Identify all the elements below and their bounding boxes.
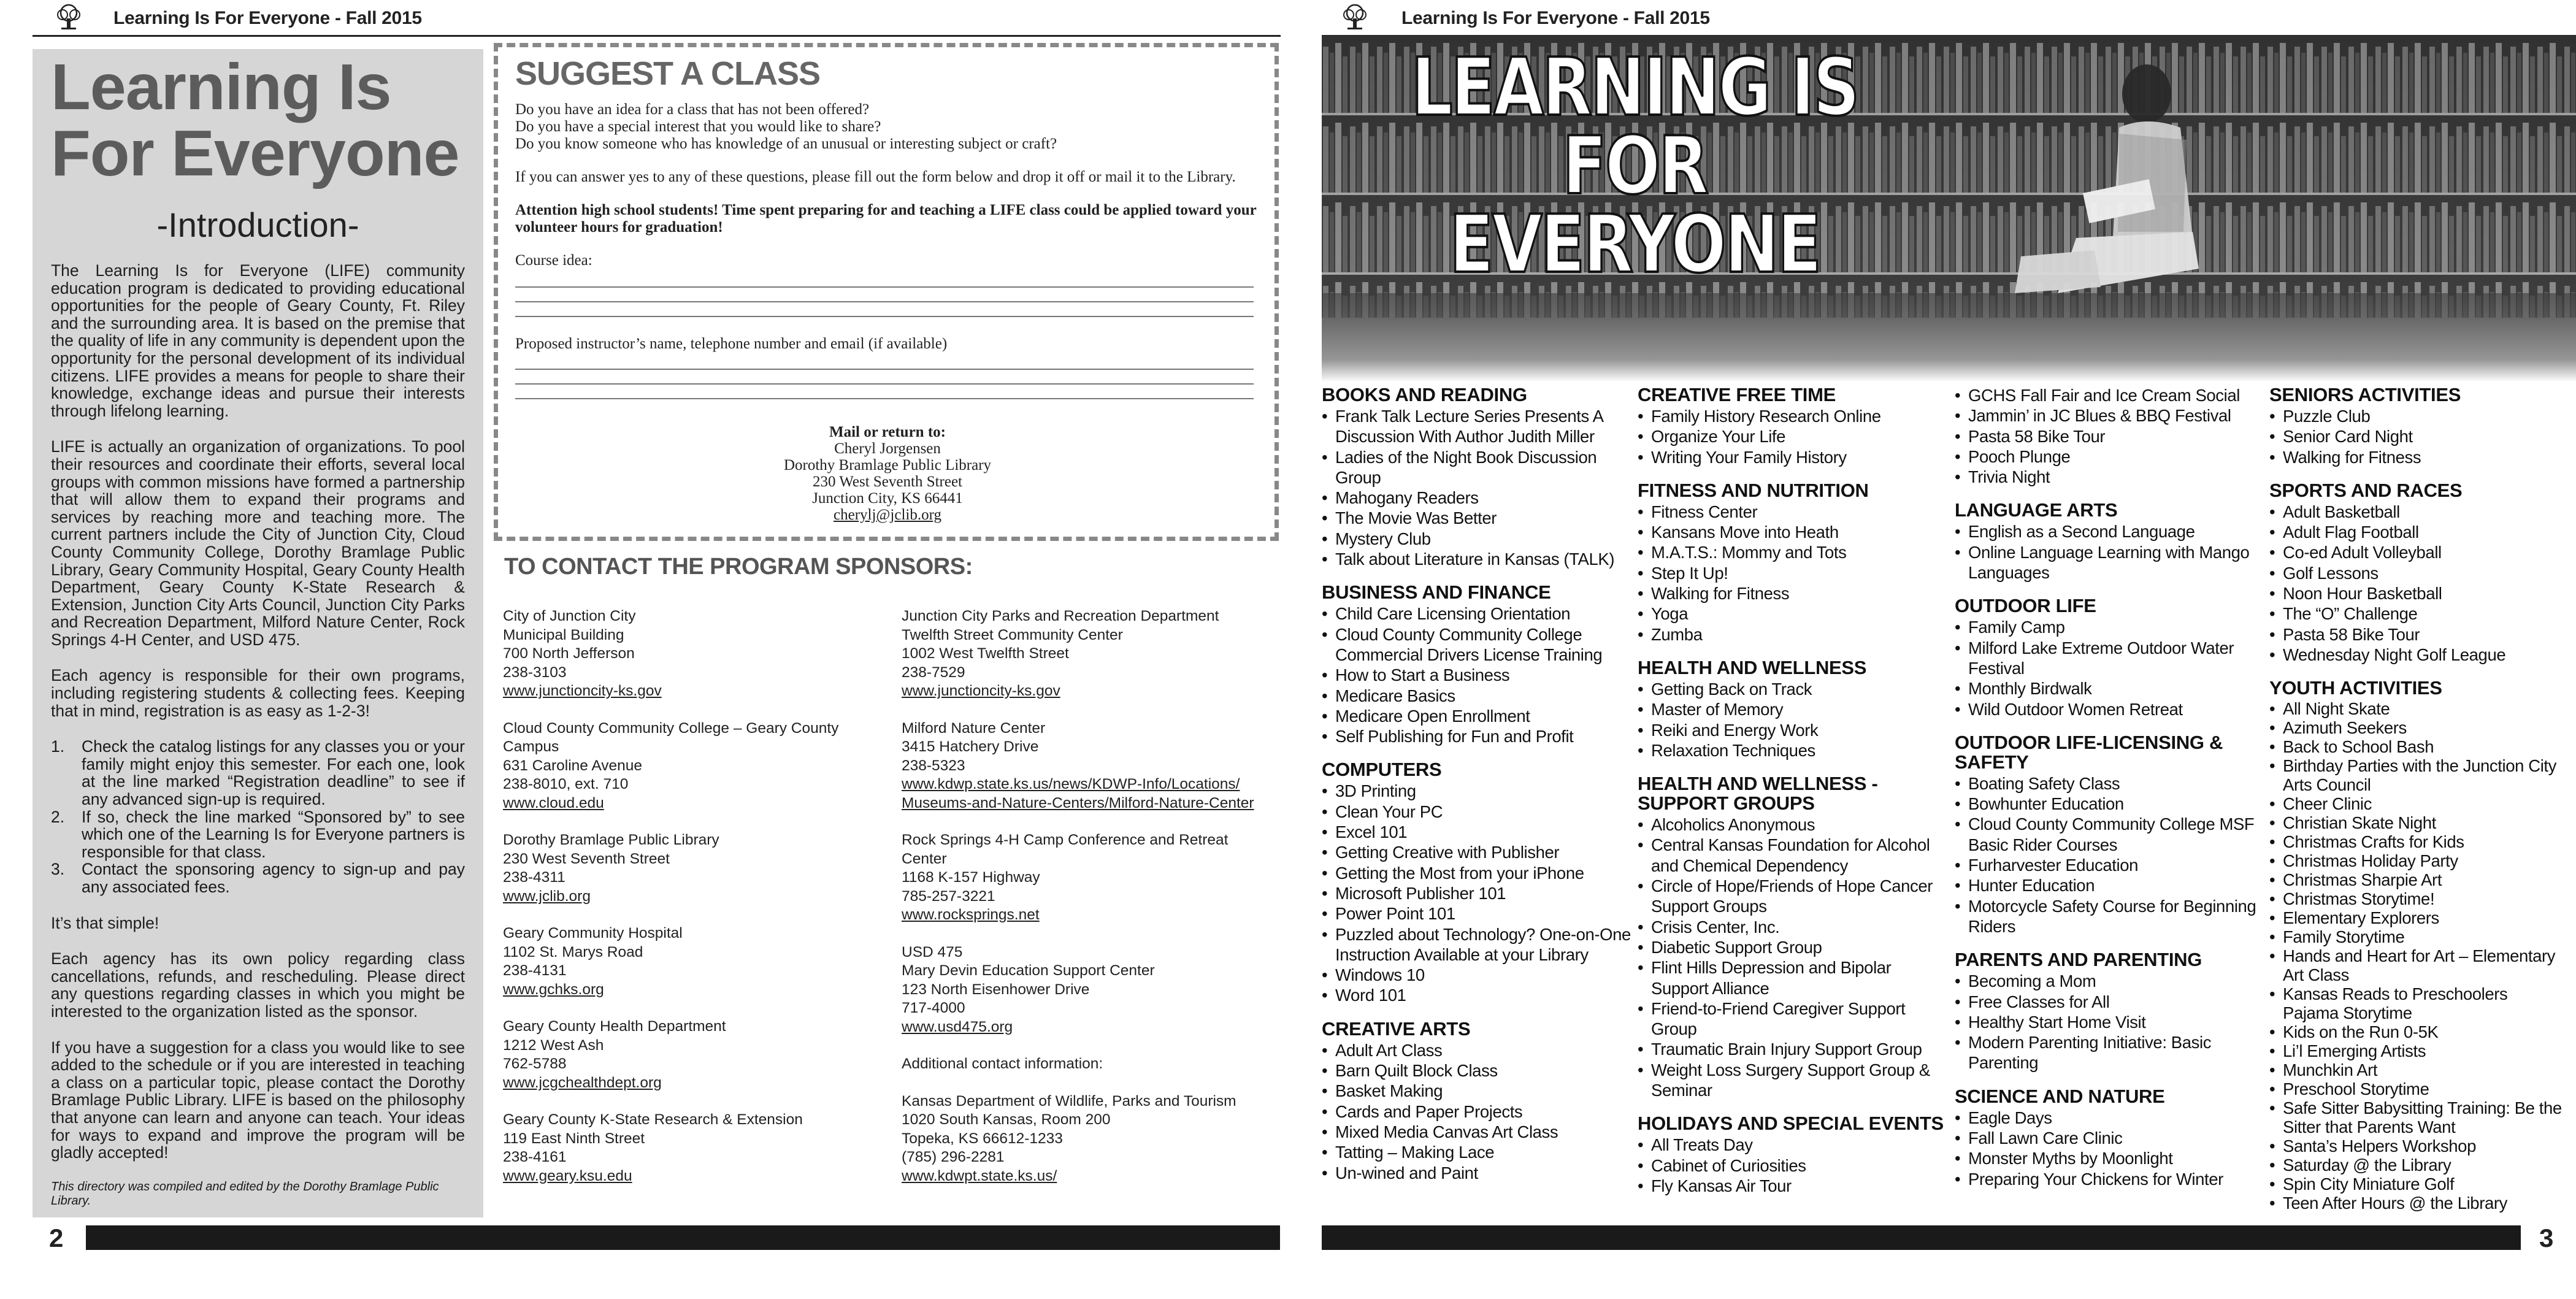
class-item: • Milford Lake Extreme Outdoor Water Festival — [1955, 638, 2264, 679]
right-footer-bar — [1322, 1225, 2521, 1250]
class-item: • Christian Skate Night — [2269, 813, 2564, 832]
class-item: • Pasta 58 Bike Tour — [1955, 426, 2264, 446]
class-item: • Diabetic Support Group — [1638, 937, 1950, 957]
contact-line: Mary Devin Education Support Center — [902, 962, 1155, 979]
course-idea-label: Course idea: — [515, 252, 592, 269]
class-item: • Online Language Learning with Mango Languages — [1955, 542, 2264, 583]
class-item: • Alcoholics Anonymous — [1638, 814, 1950, 835]
class-item: • Kansas Reads to Preschoolers Pajama Storytime — [2269, 984, 2564, 1022]
class-item: • Hunter Education — [1955, 875, 2264, 895]
intro-paragraph: LIFE is actually an organization of organizations. To pool their resources and coordinate their efforts, several local groups with common missions have formed a partnership that will allow them to expand their programs and services by reaching more and teaching more. The current partners include the City of Junction City, Cloud County Community College, Dorothy Bramlage Public Library, Geary Community Hospital, Geary County Health Department, Geary County K-State Research & Extension, Junction City Arts Council, Junction City Parks and Recreation Department, Milford Nature Center, Rock Springs 4-H Center, and USD 475. — [51, 437, 465, 649]
contact-line: 238-4161 — [503, 1149, 567, 1165]
category-heading: SPORTS AND RACES — [2269, 479, 2463, 501]
category-list — [1638, 679, 1950, 761]
class-item: • Power Point 101 — [1322, 903, 1635, 924]
contact-line: 1002 West Twelfth Street — [902, 645, 1069, 662]
contact-line: Junction City Parks and Recreation Department — [902, 608, 1219, 624]
class-item: • Boating Safety Class — [1955, 773, 2264, 794]
contact-line: Dorothy Bramlage Public Library — [503, 832, 719, 848]
contact-line: Campus — [503, 738, 559, 755]
category-heading: CREATIVE ARTS — [1322, 1017, 1471, 1040]
contact-line: Geary Community Hospital — [503, 925, 683, 941]
class-item: • Weight Loss Surgery Support Group & Seminar — [1638, 1060, 1950, 1101]
category-heading: HEALTH AND WELLNESS — [1638, 656, 1867, 678]
contact-line: 238-8010, ext. 710 — [503, 776, 629, 792]
contact-entry — [503, 924, 889, 999]
step-text: If so, check the line marked “Sponsored by” to see which one of the Learning Is for Everyone partners is responsible for that class. — [82, 807, 465, 861]
contact-line: Additional contact information: — [902, 1056, 1103, 1072]
category-list — [1322, 781, 1635, 1005]
class-item: • Mahogany Readers — [1322, 488, 1635, 508]
class-item: • Munchkin Art — [2269, 1060, 2564, 1079]
instructor-label: Proposed instructor’s name, telephone number and email (if available) — [515, 335, 948, 352]
suggest-question: Do you know someone who has knowledge of an unusual or interesting subject or craft? — [515, 136, 1057, 152]
class-item: • Li’l Emerging Artists — [2269, 1041, 2564, 1060]
category-list — [1955, 521, 2264, 583]
class-item: • Christmas Storytime! — [2269, 889, 2564, 908]
course-idea-line[interactable] — [515, 302, 1254, 317]
class-item: • Pasta 58 Bike Tour — [2269, 624, 2564, 645]
contact-line: 238-5323 — [902, 757, 965, 774]
intro-paragraph: The Learning Is for Everyone (LIFE) community education program is dedicated to providing educational opportunities for the people of Geary County, Ft. Riley and the surrounding area. It is based on the premise that the quality of life in any community is dependent upon the opportunity for the personal development of its individual citizens. LIFE provides a means for people to share their knowledge, exchange ideas and pursue their interests through lifelong learning. — [51, 261, 465, 420]
contact-line: Milford Nature Center — [902, 719, 1046, 737]
category-heading: SCIENCE AND NATURE — [1955, 1085, 2165, 1107]
contact-link[interactable]: www.junctioncity-ks.gov — [503, 683, 662, 699]
left-page-number: 2 — [49, 1224, 64, 1252]
simple-line: It’s that simple! — [51, 913, 159, 932]
listing-column-4 — [2269, 385, 2564, 1226]
contact-line: 119 East Ninth Street — [503, 1130, 645, 1147]
contact-line: Rock Springs 4-H Camp Conference and Retreat — [902, 832, 1229, 848]
class-item: • Wild Outdoor Women Retreat — [1955, 699, 2264, 719]
contact-line: Kansas Department of Wildlife, Parks and Tourism — [902, 1092, 1236, 1109]
class-item: • Cloud County Community College Commercial Drivers License Training — [1322, 624, 1635, 665]
instructor-line[interactable] — [515, 355, 1254, 370]
category-list — [1955, 971, 2264, 1073]
mail-name: Cheryl Jorgensen — [834, 440, 941, 457]
contact-link[interactable]: www.gchks.org — [503, 981, 604, 998]
class-item: • Adult Flag Football — [2269, 522, 2564, 542]
right-page-number: 3 — [2539, 1224, 2554, 1252]
contact-link[interactable]: www.cloud.edu — [503, 794, 604, 811]
hero-title-line1: LEARNING IS — [1411, 40, 1858, 134]
contact-entry — [902, 607, 1282, 701]
class-item: • Fitness Center — [1638, 502, 1950, 522]
class-item: • Ladies of the Night Book Discussion Group — [1322, 447, 1635, 488]
category-list — [1322, 1040, 1635, 1183]
contact-line: Twelfth Street Community Center — [902, 626, 1123, 643]
class-item: • M.A.T.S.: Mommy and Tots — [1638, 542, 1950, 562]
class-item: • Getting Creative with Publisher — [1322, 842, 1635, 862]
suggest-class-title: SUGGEST A CLASS — [515, 55, 821, 92]
suggest-question: Do you have a special interest that you would like to share? — [515, 118, 881, 135]
class-item: • Mixed Media Canvas Art Class — [1322, 1122, 1635, 1142]
class-item: • Cards and Paper Projects — [1322, 1102, 1635, 1122]
class-item: • Family Storytime — [2269, 927, 2564, 946]
class-item: • Central Kansas Foundation for Alcohol and Chemical Dependency — [1638, 835, 1950, 876]
left-title-line1: Learning Is — [51, 51, 391, 123]
class-item: • 3D Printing — [1322, 781, 1635, 801]
class-item: • Family History Research Online — [1638, 406, 1950, 426]
contact-entry — [902, 719, 1282, 813]
step-text: Check the catalog listings for any classes you or your family might enjoy this semester. For each one, look at the line marked “Registration deadline” to see if any advanced sign-up is required. — [82, 737, 465, 809]
category-heading: OUTDOOR LIFE — [1955, 595, 2096, 617]
contact-line: 238-3103 — [503, 664, 567, 681]
class-item: • Frank Talk Lecture Series Presents A Discussion With Author Judith Miller — [1322, 406, 1635, 447]
category-list — [1955, 617, 2264, 719]
contacts-right-column — [902, 607, 1282, 1204]
contact-line: 3415 Hatchery Drive — [902, 738, 1039, 755]
class-item: • Christmas Holiday Party — [2269, 851, 2564, 870]
class-item: • Child Care Licensing Orientation — [1322, 604, 1635, 624]
class-item: • Christmas Sharpie Art — [2269, 870, 2564, 889]
class-item: • All Night Skate — [2269, 699, 2564, 718]
hero-banner — [1322, 36, 2576, 382]
class-item: • The “O” Challenge — [2269, 604, 2564, 624]
step-number: 1. — [51, 737, 65, 756]
category-list — [1955, 1108, 2264, 1189]
contact-line: 230 West Seventh Street — [503, 850, 670, 867]
class-item: • Step It Up! — [1638, 563, 1950, 583]
class-item: • Teen After Hours @ the Library — [2269, 1194, 2564, 1213]
step-number: 2. — [51, 807, 65, 826]
contact-entry — [902, 1055, 1282, 1074]
intro-paragraph: Each agency is responsible for their own programs, including registering students & collecting fees. Keeping that in mind, registration is as easy as 1-2-3! — [51, 666, 465, 720]
class-item: • Safe Sitter Babysitting Training: Be the Sitter that Parents Want — [2269, 1098, 2564, 1136]
category-heading: FITNESS AND NUTRITION — [1638, 479, 1869, 501]
contact-line: Topeka, KS 66612-1233 — [902, 1130, 1063, 1147]
contacts-left-column — [503, 607, 889, 1204]
class-item: • Noon Hour Basketball — [2269, 583, 2564, 604]
suggest-instructions: If you can answer yes to any of these questions, please fill out the form below and drop it off or mail it to the Library. — [515, 169, 1236, 185]
class-item: • Mystery Club — [1322, 529, 1635, 549]
step-item — [51, 860, 465, 895]
contact-line: 1212 West Ash — [503, 1037, 604, 1054]
course-idea-line[interactable] — [515, 288, 1254, 302]
contact-link[interactable]: www.jcgchealthdept.org — [503, 1074, 662, 1091]
category-list — [1322, 604, 1635, 746]
category-list — [2269, 699, 2564, 1213]
contact-link[interactable]: www.rocksprings.net — [902, 906, 1040, 923]
mail-org: Dorothy Bramlage Public Library — [783, 457, 992, 473]
contact-line: 1102 St. Marys Road — [503, 943, 643, 960]
class-item: • Kids on the Run 0-5K — [2269, 1022, 2564, 1041]
contact-line: Municipal Building — [503, 626, 624, 643]
class-item: • Jammin’ in JC Blues & BBQ Festival — [1955, 405, 2264, 426]
left-header-rule — [33, 35, 1281, 37]
class-item: • Co-ed Adult Volleyball — [2269, 542, 2564, 562]
category-heading: COMPUTERS — [1322, 759, 1442, 781]
class-item: • Monthly Birdwalk — [1955, 678, 2264, 699]
contact-entry — [503, 831, 889, 906]
contact-line: 238-7529 — [902, 664, 965, 681]
listing-column-1 — [1322, 385, 1635, 1197]
contact-link[interactable]: www.jclib.org — [503, 887, 591, 905]
contact-link[interactable]: www.junctioncity-ks.gov — [902, 683, 1060, 699]
class-item: • Fall Lawn Care Clinic — [1955, 1128, 2264, 1148]
class-item: • Pooch Plunge — [1955, 446, 2264, 467]
contact-line: Geary County K-State Research & Extension — [503, 1111, 803, 1128]
contact-line: City of Junction City — [503, 608, 636, 624]
category-heading: SENIORS ACTIVITIES — [2269, 384, 2461, 405]
class-item: • Talk about Literature in Kansas (TALK) — [1322, 549, 1635, 569]
class-item: • Back to School Bash — [2269, 737, 2564, 756]
class-item: • Christmas Crafts for Kids — [2269, 832, 2564, 851]
class-item: • Yoga — [1638, 604, 1950, 624]
class-item: • Motorcycle Safety Course for Beginning Riders — [1955, 896, 2264, 937]
class-item: • All Treats Day — [1638, 1135, 1950, 1155]
class-item: • Hands and Heart for Art – Elementary Art Class — [2269, 946, 2564, 984]
class-item: • Preparing Your Chickens for Winter — [1955, 1169, 2264, 1189]
right-header-title: Learning Is For Everyone - Fall 2015 — [1401, 8, 1710, 28]
class-item: • Tatting – Making Lace — [1322, 1142, 1635, 1162]
contact-entry — [503, 607, 889, 701]
class-item: • Organize Your Life — [1638, 426, 1950, 446]
class-item: • Puzzle Club — [2269, 406, 2564, 426]
class-item: • Writing Your Family History — [1638, 447, 1950, 467]
contact-line: 785-257-3221 — [902, 887, 995, 905]
contact-line: Geary County Health Department — [503, 1018, 726, 1035]
category-list — [2269, 502, 2564, 665]
mail-street: 230 West Seventh Street — [812, 473, 963, 490]
class-item: • Fly Kansas Air Tour — [1638, 1176, 1950, 1196]
contact-entry — [902, 831, 1282, 925]
class-item: • Kansans Move into Heath — [1638, 522, 1950, 542]
class-item: • Family Camp — [1955, 617, 2264, 637]
mail-address — [515, 424, 1260, 523]
class-item: • Adult Basketball — [2269, 502, 2564, 522]
class-item: • Spin City Miniature Golf — [2269, 1174, 2564, 1194]
category-heading: CREATIVE FREE TIME — [1638, 384, 1836, 405]
class-item: • Microsoft Publisher 101 — [1322, 883, 1635, 903]
category-heading: HOLIDAYS AND SPECIAL EVENTS — [1638, 1113, 1944, 1135]
registration-steps — [51, 738, 465, 895]
category-heading: BUSINESS AND FINANCE — [1322, 581, 1551, 604]
mail-city: Junction City, KS 66441 — [812, 490, 963, 507]
class-item: • Azimuth Seekers — [2269, 718, 2564, 737]
class-item: • Eagle Days — [1955, 1108, 2264, 1128]
instructor-line[interactable] — [515, 370, 1254, 385]
left-header-title: Learning Is For Everyone - Fall 2015 — [113, 8, 422, 28]
contact-line: 631 Caroline Avenue — [503, 757, 643, 774]
class-item: • Senior Card Night — [2269, 426, 2564, 446]
left-title-line2: For Everyone — [51, 117, 459, 190]
category-list — [1638, 502, 1950, 645]
class-item: • Healthy Start Home Visit — [1955, 1012, 2264, 1032]
class-item: • Preschool Storytime — [2269, 1079, 2564, 1098]
class-item: • Traumatic Brain Injury Support Group — [1638, 1039, 1950, 1059]
class-item: • Free Classes for All — [1955, 992, 2264, 1012]
class-item: • Santa’s Helpers Workshop — [2269, 1136, 2564, 1155]
class-item: • Word 101 — [1322, 985, 1635, 1005]
contact-line: 238-4131 — [503, 962, 567, 979]
category-list — [1322, 406, 1635, 569]
class-item: • Getting Back on Track — [1638, 679, 1950, 699]
class-item: • Self Publishing for Fun and Profit — [1322, 726, 1635, 746]
suggest-question: Do you have an idea for a class that has not been offered? — [515, 101, 870, 118]
class-item: • Medicare Open Enrollment — [1322, 706, 1635, 726]
class-item: • Furharvester Education — [1955, 855, 2264, 875]
mail-email-link[interactable]: cherylj@jclib.org — [834, 507, 941, 523]
class-item: • Relaxation Techniques — [1638, 740, 1950, 761]
student-attention-note: Attention high school students! Time spent preparing for and teaching a LIFE class could be applied toward your volunteer hours for graduation! — [515, 202, 1257, 236]
class-item: • Trivia Night — [1955, 467, 2264, 487]
contact-entry — [902, 1092, 1282, 1186]
category-heading: YOUTH ACTIVITIES — [2269, 677, 2442, 699]
contact-entry — [503, 1111, 889, 1186]
step-text: Contact the sponsoring agency to sign-up and pay any associated fees. — [82, 860, 465, 896]
contact-line: 762-5788 — [503, 1056, 567, 1072]
contact-line: Center — [902, 850, 947, 867]
contact-line: 1020 South Kansas, Room 200 — [902, 1111, 1111, 1128]
category-list — [1955, 773, 2264, 937]
intro-paragraph: Each agency has its own policy regarding class cancellations, refunds, and rescheduling. Please direct any questions regarding classes in which you might be interested to the organization listed as the sponsor. — [51, 949, 465, 1021]
listing-column-3 — [1955, 385, 2264, 1203]
left-footer-bar — [86, 1225, 1280, 1250]
class-item: • Getting the Most from your iPhone — [1322, 863, 1635, 883]
contact-line: (785) 296-2281 — [902, 1149, 1005, 1165]
class-item: • Adult Art Class — [1322, 1040, 1635, 1060]
class-item: • Walking for Fitness — [1638, 583, 1950, 604]
class-item: • Basket Making — [1322, 1081, 1635, 1101]
tree-logo-icon — [1340, 2, 1370, 31]
class-item: • Zumba — [1638, 624, 1950, 645]
introduction-heading: -Introduction- — [156, 205, 359, 244]
class-item: • Friend-to-Friend Caregiver Support Group — [1638, 998, 1950, 1040]
hero-title-line3: EVERYONE — [1449, 197, 1820, 291]
suggest-class-form — [494, 43, 1279, 541]
introduction-panel — [33, 49, 483, 1217]
class-item: • Saturday @ the Library — [2269, 1155, 2564, 1174]
class-item: • Clean Your PC — [1322, 802, 1635, 822]
category-heading: HEALTH AND WELLNESS -SUPPORT GROUPS — [1638, 773, 1878, 814]
class-item: • Un-wined and Paint — [1322, 1163, 1635, 1183]
class-item: • Windows 10 — [1322, 965, 1635, 985]
hero-title — [1328, 40, 1941, 291]
contact-line: 123 North Eisenhower Drive — [902, 981, 1090, 998]
category-list — [2269, 406, 2564, 467]
category-heading: LANGUAGE ARTS — [1955, 499, 2118, 521]
class-item: • Cabinet of Curiosities — [1638, 1155, 1950, 1176]
category-heading: OUTDOOR LIFE-LICENSING & SAFETY — [1955, 731, 2223, 773]
class-item: • Birthday Parties with the Junction City Arts Council — [2269, 756, 2564, 794]
step-number: 3. — [51, 860, 65, 879]
contact-link[interactable]: www.kdwp.state.ks.us/news/KDWP-Info/Locations/ — [902, 776, 1240, 792]
category-list — [1638, 1135, 1950, 1196]
class-item: • Modern Parenting Initiative: Basic Parenting — [1955, 1032, 2264, 1073]
class-item: • Wednesday Night Golf League — [2269, 645, 2564, 665]
contact-line: 1168 K-157 Highway — [902, 869, 1040, 886]
contact-line: Cloud County Community College – Geary County — [503, 719, 839, 737]
class-item: • English as a Second Language — [1955, 521, 2264, 542]
class-item: • Medicare Basics — [1322, 686, 1635, 706]
contact-link[interactable]: www.kdwpt.state.ks.us/ — [902, 1167, 1057, 1184]
intro-paragraph: If you have a suggestion for a class you would like to see added to the schedule or if you are interested in teaching a class on a particular topic, please contact the Dorothy Bramlage Public Library. LIFE is based on the philosophy that anyone can learn and anyone can teach. Your ideas for ways to expand and improve the program will be gladly accepted! — [51, 1038, 465, 1162]
tree-logo-icon — [54, 2, 83, 31]
class-item: • How to Start a Business — [1322, 665, 1635, 685]
class-item: • The Movie Was Better — [1322, 508, 1635, 528]
contact-entry — [503, 1017, 889, 1092]
class-item: • Excel 101 — [1322, 822, 1635, 842]
contact-entry — [503, 719, 889, 813]
class-item: • Becoming a Mom — [1955, 971, 2264, 991]
mail-heading: Mail or return to: — [829, 424, 946, 440]
class-item: • Golf Lessons — [2269, 563, 2564, 583]
category-list — [1955, 385, 2264, 487]
contact-entry — [902, 943, 1282, 1037]
class-item: • Elementary Explorers — [2269, 908, 2564, 927]
category-heading: BOOKS AND READING — [1322, 384, 1527, 405]
class-item: • GCHS Fall Fair and Ice Cream Social — [1955, 385, 2264, 405]
category-list — [1638, 406, 1950, 467]
class-item: • Cheer Clinic — [2269, 794, 2564, 813]
contact-line: 238-4311 — [503, 869, 565, 886]
contact-line: USD 475 — [902, 943, 963, 960]
contact-line: 700 North Jefferson — [503, 645, 635, 662]
class-item: • Master of Memory — [1638, 699, 1950, 719]
category-list — [1638, 814, 1950, 1100]
class-item: • Crisis Center, Inc. — [1638, 917, 1950, 937]
contact-line: 717-4000 — [902, 1000, 965, 1016]
contact-link[interactable]: www.geary.ksu.edu — [503, 1167, 632, 1184]
course-idea-line[interactable] — [515, 273, 1254, 288]
listing-column-2 — [1638, 385, 1950, 1209]
class-item: • Flint Hills Depression and Bipolar Support Alliance — [1638, 957, 1950, 998]
step-item — [51, 808, 465, 861]
hero-title-line2: FOR — [1562, 119, 1707, 212]
step-item — [51, 738, 465, 808]
directory-credit: This directory was compiled and edited by the Dorothy Bramlage Public Library. — [51, 1179, 439, 1208]
class-item: • Cloud County Community College MSF Basic Rider Courses — [1955, 814, 2264, 855]
category-heading: PARENTS AND PARENTING — [1955, 949, 2202, 971]
class-item: • Reiki and Energy Work — [1638, 720, 1950, 740]
instructor-line[interactable] — [515, 385, 1254, 399]
contact-link[interactable]: Museums-and-Nature-Centers/Milford-Nature-Center — [902, 794, 1254, 811]
contacts-title: TO CONTACT THE PROGRAM SPONSORS: — [504, 554, 973, 580]
class-item: • Barn Quilt Block Class — [1322, 1060, 1635, 1081]
contact-link[interactable]: www.usd475.org — [902, 1018, 1013, 1035]
class-item: • Circle of Hope/Friends of Hope Cancer Support Groups — [1638, 876, 1950, 917]
class-item: • Monster Myths by Moonlight — [1955, 1148, 2264, 1168]
class-item: • Puzzled about Technology? One-on-One Instruction Available at your Library — [1322, 924, 1635, 965]
class-item: • Bowhunter Education — [1955, 794, 2264, 814]
class-item: • Walking for Fitness — [2269, 447, 2564, 467]
